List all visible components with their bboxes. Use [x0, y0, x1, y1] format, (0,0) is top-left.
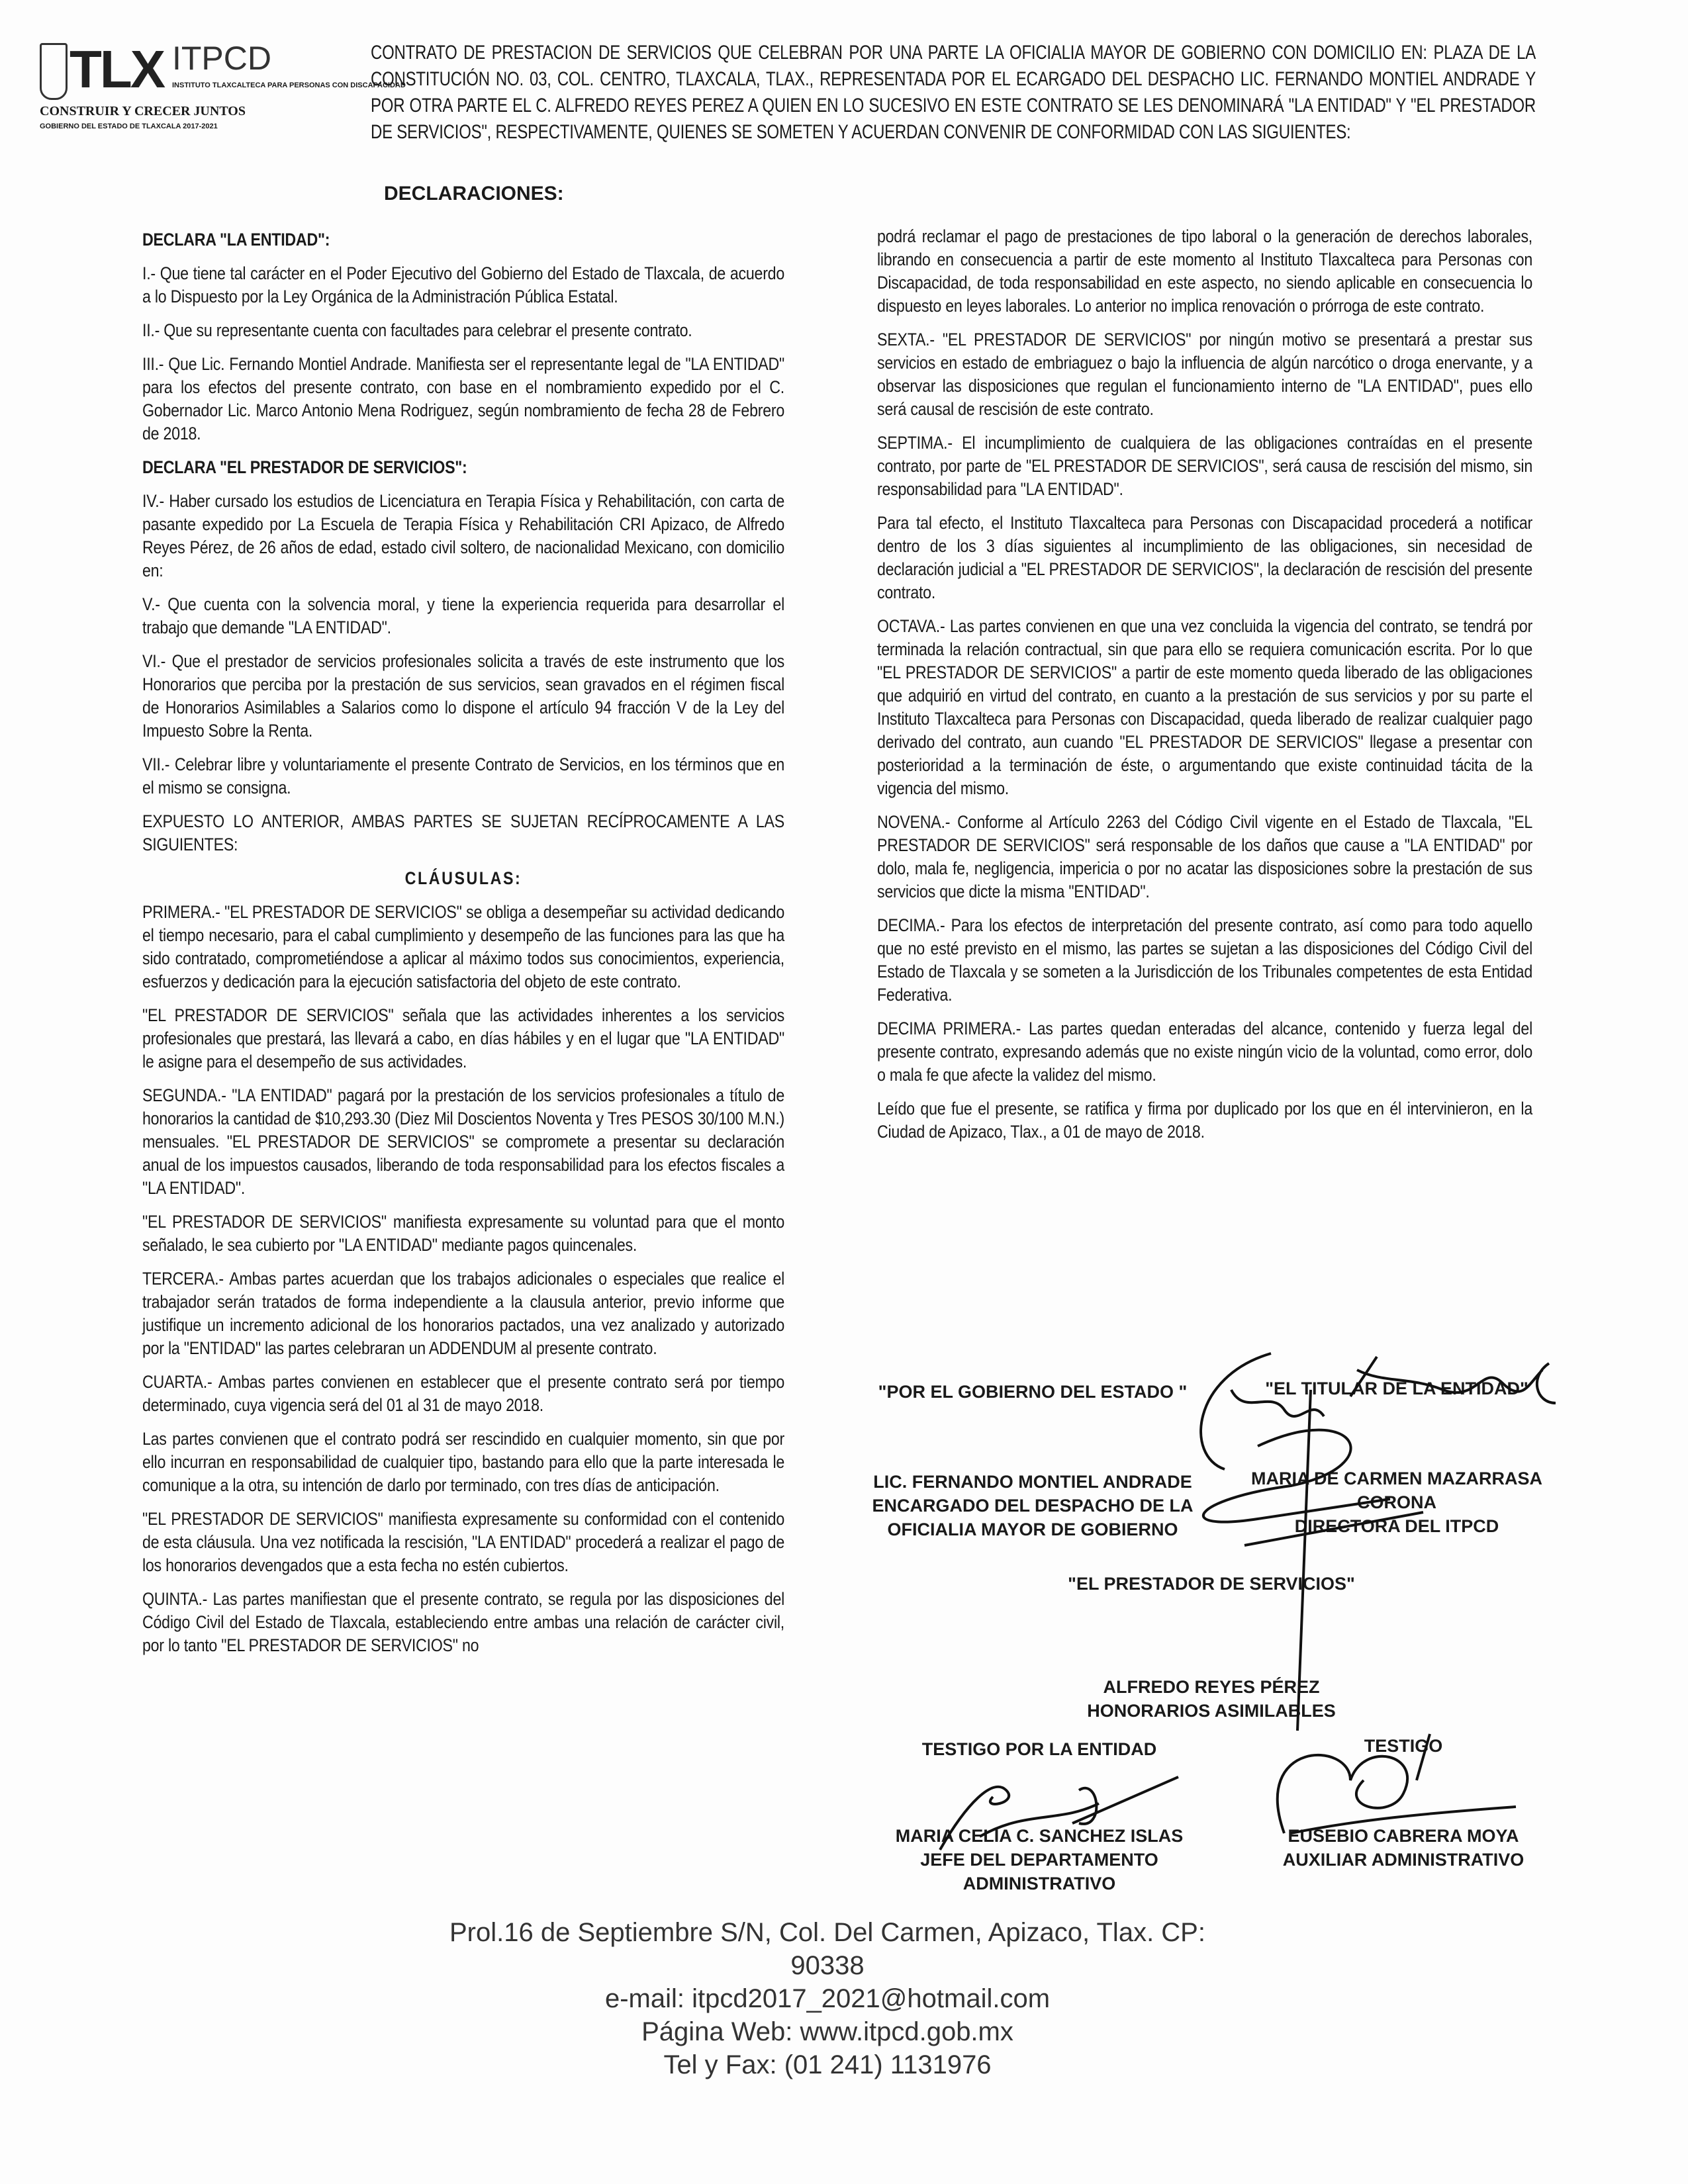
- signer-line: ALFREDO REYES PÉREZ: [1103, 1677, 1320, 1697]
- paragraph: IV.- Haber cursado los estudios de Licenciatura en Terapia Física y Rehabilitación, con carta de pasante expedido por La Escuela de Terapia Física y Rehabilitación CRI Apizaco, de Alfredo Reyes Pérez, de 26 años de edad, estado civil soltero, de nacionalidad Mexicano, con domicilio en:: [142, 491, 784, 580]
- paragraph: DECIMA.- Para los efectos de interpretación del presente contrato, así como para todo aquello que no esté previsto en el mismo, las partes se sujetan a las disposiciones del Código Civil del Estado de Tlaxcala y se someten a la Jurisdicción de los Tribunales competentes de esta Entidad Federativa.: [877, 915, 1532, 1005]
- signature-testigo: [1244, 1734, 1562, 1872]
- paragraph: QUINTA.- Las partes manifiestan que el presente contrato, se regula por las disposiciones del Código Civil del Estado de Tlaxcala, estableciendo entre ambas una relación de carácter civil, por lo tanto "EL PRESTADOR DE SERVICIOS" no: [142, 1589, 784, 1655]
- paragraph: I.- Que tiene tal carácter en el Poder Ejecutivo del Gobierno del Estado de Tlaxcala, de acuerdo a lo Dispuesto por la Ley Orgánica de la Administración Pública Estatal.: [142, 263, 784, 306]
- tlaxcala-shield-icon: [40, 43, 68, 100]
- signature-title: "EL PRESTADOR DE SERVICIOS": [1068, 1574, 1355, 1594]
- paragraph: V.- Que cuenta con la solvencia moral, y tiene la experiencia requerida para desarrollar el trabajo que demande "LA ENTIDAD".: [142, 594, 784, 637]
- right-column: [877, 225, 1532, 1154]
- paragraph: Las partes convienen que el contrato podrá ser rescindido en cualquier momento, sin que por ello incurran en responsabilidad de cualquier tipo, bastando para ello que la parte interesada le comunique a la otra, su intención de darlo por terminado, con tres días de anticipación.: [142, 1429, 784, 1495]
- signature-title: TESTIGO POR LA ENTIDAD: [921, 1739, 1157, 1759]
- paragraph: DECIMA PRIMERA.- Las partes quedan enteradas del alcance, contenido y fuerza legal del presente contrato, expresando además que no existe ningún vicio de la voluntad, como error, dolo o mala fe que afecte la validez del mismo.: [877, 1019, 1532, 1085]
- paragraph: podrá reclamar el pago de prestaciones de tipo laboral o la generación de derechos laborales, librando en consecuencia a partir de este momento al Instituto Tlaxcalteca para Personas con Discapacidad, de toda responsabilidad en este aspecto, no siendo aplicable en consecuencia lo dispuesto en leyes laborales. Lo anterior no implica renovación o prórroga de este contrato.: [877, 226, 1532, 316]
- signature-gov: [861, 1380, 1205, 1541]
- itpcd-logo: [40, 40, 406, 139]
- footer-phone: Tel y Fax: (01 241) 1131976: [663, 2050, 992, 2079]
- paragraph: NOVENA.- Conforme al Artículo 2263 del Código Civil vigente en el Estado de Tlaxcala, "EL PRESTADOR DE SERVICIOS" será responsable de los daños que cause a "LA ENTIDAD" por dolo, mala fe, negligencia, impericia o por no acatar las disposiciones sobre la prestación de sus servicios que dicte la misma "ENTIDAD".: [877, 812, 1532, 901]
- signer-line: DIRECTORA DEL ITPCD: [1294, 1516, 1499, 1536]
- signature-titular: [1225, 1377, 1569, 1538]
- paragraph: "EL PRESTADOR DE SERVICIOS" manifiesta expresamente su voluntad para que el monto señalado, le sea cubierto por "LA ENTIDAD" mediante pagos quincenales.: [142, 1212, 784, 1255]
- paragraph: "EL PRESTADOR DE SERVICIOS" manifiesta expresamente su conformidad con el contenido de esta cláusula. Una vez notificada la rescisión, "LA ENTIDAD" procederá a realizar el pago de los honorarios devengados que a esta fecha no estén cubiertos.: [142, 1509, 784, 1575]
- paragraph: Para tal efecto, el Instituto Tlaxcalteca para Personas con Discapacidad procederá a notificar dentro de los 3 días siguientes al incumplimiento de las obligaciones, sin necesidad de declaración judicial a "EL PRESTADOR DE SERVICIOS", la declaración de rescisión del presente contrato.: [877, 513, 1532, 602]
- paragraph: OCTAVA.- Las partes convienen en que una vez concluida la vigencia del contrato, se tendrá por terminada la relación contractual, sin que para ello se requiera comunicación escrita. Por lo que "EL PRESTADOR DE SERVICIOS" a partir de este momento queda liberado de las obligaciones que adquirió en virtud del contrato, en cuanto a la prestación de sus servicios y por su parte el Instituto Tlaxcalteca para Personas con Discapacidad, queda liberado de realizar cualquier pago derivado del contrato, aun cuando "EL PRESTADOR DE SERVICIOS" llegase a presentar con posterioridad a la terminación de éste, o argumentando que existe continuidad tácita de la vigencia del mismo.: [877, 616, 1532, 798]
- signature-title: "EL TITULAR DE LA ENTIDAD": [1265, 1379, 1528, 1398]
- paragraph: VII.- Celebrar libre y voluntariamente el presente Contrato de Servicios, en los términos que en el mismo se consigna.: [142, 754, 784, 797]
- declaration-heading: DECLARA "LA ENTIDAD":: [142, 230, 330, 250]
- signer-line: MARIA DE CARMEN MAZARRASA: [1251, 1469, 1542, 1488]
- contract-intro: CONTRATO DE PRESTACION DE SERVICIOS QUE CELEBRAN POR UNA PARTE LA OFICIALIA MAYOR DE GOBIERNO CON DOMICILIO EN: PLAZA DE LA CONSTITUCIÓN NO. 03, COL. CENTRO, TLAXCALA, TLAX., REPRESENTADA POR EL ECARGADO DEL DESPACHO LIC. FERNANDO MONTIEL ANDRADE Y POR OTRA PARTE EL C. ALFREDO REYES PEREZ A QUIEN EN LO SUCESIVO EN ESTE CONTRATO SE LES DENOMINARÁ "LA ENTIDAD" Y "EL PRESTADOR DE SERVICIOS", RESPECTIVAMENTE, QUIENES SE SOMETEN Y ACUERDAN CONVENIR DE CONFORMIDAD CON LAS SIGUIENTES:: [371, 42, 1536, 143]
- paragraph: SEPTIMA.- El incumplimiento de cualquiera de las obligaciones contraídas en el presente contrato, por parte de "EL PRESTADOR DE SERVICIOS", será causa de rescisión del mismo, sin responsabilidad para "LA ENTIDAD".: [877, 433, 1532, 499]
- paragraph: III.- Que Lic. Fernando Montiel Andrade. Manifiesta ser el representante legal de "LA ENTIDAD" para los efectos del presente contrato, con base en el nombramiento expedido por el C. Gobernador Lic. Marco Antonio Mena Rodriguez, según nombramiento de fecha 28 de Febrero de 2018.: [142, 354, 784, 443]
- left-column: [142, 228, 784, 1668]
- signer-line: JEFE DEL DEPARTAMENTO: [920, 1850, 1158, 1870]
- paragraph: Leído que fue el presente, se ratifica y firma por duplicado por los que en él intervinieron, en la Ciudad de Apizaco, Tlax., a 01 de mayo de 2018.: [877, 1099, 1532, 1142]
- clauses-heading: CLÁUSULAS:: [404, 868, 522, 888]
- logo-mark: TLX: [70, 40, 164, 99]
- declaration-heading: DECLARA "EL PRESTADOR DE SERVICIOS":: [142, 457, 467, 477]
- footer-address: Prol.16 de Septiembre S/N, Col. Del Carmen, Apizaco, Tlax. CP: 90338: [449, 1918, 1205, 1980]
- signer-line: AUXILIAR ADMINISTRATIVO: [1282, 1850, 1524, 1870]
- paragraph: VI.- Que el prestador de servicios profesionales solicita a través de este instrumento que los Honorarios que perciba por la prestación de sus servicios, sean gravados en el régimen fiscal de Honorarios Asimilables a Salarios como lo dispone el artículo 94 fracción V de la Ley del Impuesto Sobre la Renta.: [142, 651, 784, 741]
- logo-inst: INSTITUTO TLAXCALTECA PARA PERSONAS CON DISCAPACIDAD: [172, 81, 406, 89]
- signer-line: OFICIALIA MAYOR DE GOBIERNO: [887, 1520, 1178, 1539]
- paragraph: "EL PRESTADOR DE SERVICIOS" señala que las actividades inherentes a los servicios profesionales que prestará, las llevará a cabo, en días hábiles y en el lugar que "LA ENTIDAD" le asigne para el desempeño de sus actividades.: [142, 1005, 784, 1071]
- signature-testigo-entidad: [880, 1737, 1198, 1895]
- paragraph: SEXTA.- "EL PRESTADOR DE SERVICIOS" por ningún motivo se presentará a prestar sus servicios en estado de embriaguez o bajo la influencia de algún narcótico o droga enervante, y a observar las disposiciones que regulan el funcionamiento interno de "LA ENTIDAD", pues ello será causal de rescisión de este contrato.: [877, 330, 1532, 419]
- paragraph: TERCERA.- Ambas partes acuerdan que los trabajos adicionales o especiales que realice el trabajador serán tratados de forma independiente a la clausula anterior, previo informe que justifique un incremento adicional de los honorarios pactados, una vez analizado y autorizado por la "ENTIDAD" las partes celebraran un ADDENDUM al presente contrato.: [142, 1269, 784, 1358]
- institution-footer: [410, 1916, 1244, 2081]
- footer-email: e-mail: itpcd2017_2021@hotmail.com: [604, 1984, 1051, 2013]
- logo-slogan: CONSTRUIR Y CRECER JUNTOS: [40, 104, 246, 118]
- signer-line: MARIA CELIA C. SANCHEZ ISLAS: [895, 1826, 1184, 1846]
- signer-line: ENCARGADO DEL DESPACHO DE LA: [872, 1496, 1194, 1516]
- signer-line: HONORARIOS ASIMILABLES: [1087, 1701, 1336, 1721]
- signer-line: LIC. FERNANDO MONTIEL ANDRADE: [873, 1472, 1192, 1492]
- section-heading: DECLARACIONES:: [384, 183, 564, 205]
- paragraph: PRIMERA.- "EL PRESTADOR DE SERVICIOS" se obliga a desempeñar su actividad dedicando el tiempo necesario, para el cabal cumplimiento y desempeño de las funciones para las que ha sido contratado, comprometiéndose a aplicar al máximo todos sus conocimientos, experiencia, esfuerzos y dedicación para la ejecución satisfactoria del objeto de este contrato.: [142, 902, 784, 991]
- paragraph: CUARTA.- Ambas partes convienen en establecer que el presente contrato será por tiempo determinado, cuya vigencia será del 01 al 31 de mayo 2018.: [142, 1372, 784, 1415]
- signer-line: EUSEBIO CABRERA MOYA: [1288, 1826, 1519, 1846]
- signature-title: "POR EL GOBIERNO DEL ESTADO ": [878, 1382, 1188, 1402]
- signature-prestador: [1046, 1572, 1377, 1723]
- logo-org: ITPCD: [172, 40, 271, 77]
- logo-gov: GOBIERNO DEL ESTADO DE TLAXCALA 2017-2021: [40, 122, 218, 130]
- signer-line: CORONA: [1357, 1492, 1436, 1512]
- signer-line: ADMINISTRATIVO: [962, 1874, 1116, 1893]
- footer-website: Página Web: www.itpcd.gob.mx: [641, 2017, 1013, 2046]
- paragraph: EXPUESTO LO ANTERIOR, AMBAS PARTES SE SUJETAN RECÍPROCAMENTE A LAS SIGUIENTES:: [142, 811, 784, 854]
- paragraph: SEGUNDA.- "LA ENTIDAD" pagará por la prestación de los servicios profesionales a título de honorarios la cantidad de $10,293.30 (Diez Mil Doscientos Noventa y Tres PESOS 30/100 M.N.) mensuales. "EL PRESTADOR DE SERVICIOS" se compromete a presentar su declaración anual de los impuestos causados, liberando de toda responsabilidad para los efectos fiscales a "LA ENTIDAD".: [142, 1085, 784, 1198]
- paragraph: II.- Que su representante cuenta con facultades para celebrar el presente contrato.: [142, 320, 692, 340]
- signature-title: TESTIGO: [1364, 1736, 1443, 1756]
